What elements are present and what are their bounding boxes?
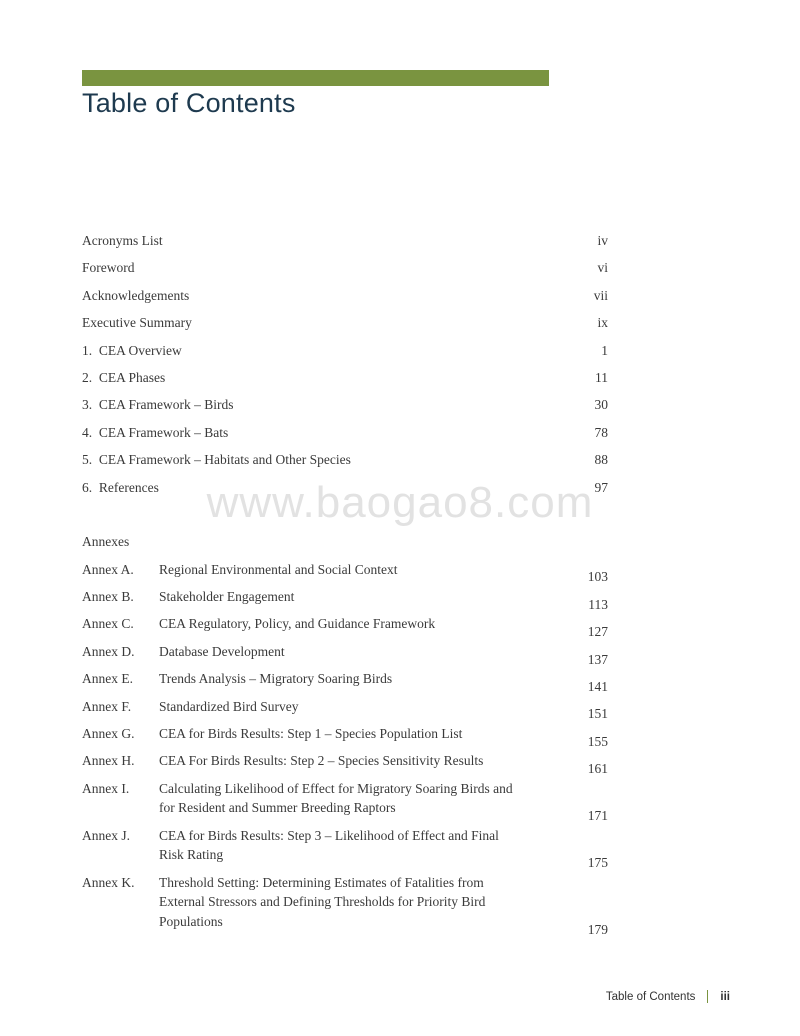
- annex-code: Annex K.: [82, 874, 135, 890]
- toc-entry-page: 30: [594, 397, 608, 413]
- page-title: Table of Contents: [82, 88, 296, 118]
- annex-code: Annex F.: [82, 698, 132, 714]
- annex-title: Regional Environmental and Social Context: [159, 561, 398, 577]
- toc-entry-label: 1. CEA Overview: [82, 342, 182, 358]
- annex-title: CEA Regulatory, Policy, and Guidance Framework: [159, 616, 436, 632]
- toc-entry-label: 6. References: [82, 479, 159, 495]
- toc-entry-page: iv: [597, 233, 608, 248]
- toc-entry-label: 3. CEA Framework – Birds: [82, 397, 234, 413]
- annex-title: CEA for Birds Results: Step 3 – Likelihood of Effect and Final Risk Rating: [159, 827, 499, 863]
- toc-entry[interactable]: [82, 395, 608, 422]
- toc-entry-page: 88: [594, 452, 608, 468]
- annex-code: Annex B.: [82, 589, 134, 605]
- table-of-contents: [82, 231, 608, 939]
- toc-entry[interactable]: [82, 341, 608, 368]
- annex-title: Database Development: [159, 643, 285, 659]
- toc-entry[interactable]: [82, 368, 608, 395]
- annexes-heading: Annexes: [82, 534, 130, 550]
- annex-entry[interactable]: [82, 587, 608, 614]
- page-footer: [606, 990, 730, 1003]
- annex-title: CEA for Birds Results: Step 1 – Species Population List: [159, 726, 463, 742]
- annex-entry[interactable]: [82, 724, 608, 751]
- annex-entry[interactable]: [82, 873, 608, 940]
- footer-section-title: Table of Contents: [605, 990, 696, 1003]
- watermark: www.baogao8.com: [206, 478, 594, 527]
- annex-code: Annex J.: [82, 827, 130, 843]
- toc-entry-label: Executive Summary: [82, 315, 192, 331]
- annex-code: Annex E.: [82, 671, 133, 687]
- annex-title: CEA For Birds Results: Step 2 – Species Sensitivity Results: [159, 753, 484, 769]
- annex-page: 155: [587, 733, 608, 749]
- toc-entry-page: 11: [595, 369, 608, 385]
- annex-page: 179: [587, 921, 608, 937]
- annex-entry[interactable]: [82, 697, 608, 724]
- annex-title: Standardized Bird Survey: [159, 698, 299, 714]
- toc-entry[interactable]: [82, 313, 608, 340]
- annex-title: Threshold Setting: Determining Estimates of Fatalities from External Stressors and Defining Thresholds for Priority Bird Populations: [159, 874, 486, 929]
- toc-entry-label: Foreword: [82, 260, 135, 276]
- annex-entry[interactable]: [82, 614, 608, 641]
- toc-entry-label: 2. CEA Phases: [82, 369, 166, 385]
- annex-page: 175: [587, 855, 608, 871]
- toc-entry-page: vi: [597, 260, 608, 276]
- toc-entry[interactable]: [82, 478, 608, 505]
- annex-title: Trends Analysis – Migratory Soaring Birds: [159, 671, 393, 687]
- annex-page: 161: [587, 761, 608, 777]
- annex-entry[interactable]: [82, 669, 608, 696]
- annex-entry[interactable]: [82, 642, 608, 669]
- annex-page: 127: [587, 624, 608, 640]
- annex-page: 103: [587, 569, 608, 585]
- annex-title: Calculating Likelihood of Effect for Migratory Soaring Birds and for Resident and Summer Breeding Raptors: [159, 780, 513, 816]
- header-accent-bar: [82, 70, 549, 86]
- toc-entry-page: ix: [597, 315, 608, 331]
- annex-title: Stakeholder Engagement: [159, 589, 295, 605]
- annex-page: 151: [587, 706, 608, 722]
- annex-code: Annex H.: [82, 753, 135, 769]
- toc-entry-page: 1: [601, 342, 608, 358]
- footer-divider: [707, 990, 708, 1003]
- toc-entry-label: 5. CEA Framework – Habitats and Other Species: [82, 452, 351, 468]
- toc-entry-label: Acknowledgements: [82, 287, 190, 303]
- annex-code: Annex G.: [82, 726, 135, 742]
- toc-entry-page: vii: [593, 287, 608, 303]
- toc-entry-label: 4. CEA Framework – Bats: [82, 424, 229, 440]
- annex-code: Annex I.: [82, 780, 130, 796]
- toc-entry-page: 78: [594, 424, 608, 440]
- footer-page-number: iii: [720, 990, 730, 1003]
- annex-entry[interactable]: [82, 751, 608, 778]
- toc-entry-page: 97: [594, 479, 608, 495]
- annex-code: Annex C.: [82, 616, 134, 632]
- annex-code: Annex D.: [82, 643, 135, 659]
- annex-page: 137: [587, 651, 608, 667]
- toc-entry[interactable]: [82, 450, 608, 477]
- annex-page: 141: [587, 679, 608, 695]
- toc-entry[interactable]: [82, 231, 608, 258]
- annex-entry[interactable]: [82, 826, 608, 873]
- annex-page: 113: [588, 596, 608, 612]
- annex-page: 171: [587, 808, 608, 824]
- annex-code: Annex A.: [82, 561, 134, 577]
- toc-entry[interactable]: [82, 286, 608, 313]
- toc-entry-label: Acronyms List: [82, 233, 163, 248]
- annex-entry[interactable]: [82, 560, 608, 587]
- toc-entry[interactable]: [82, 423, 608, 450]
- annex-entry[interactable]: [82, 779, 608, 826]
- toc-entry[interactable]: [82, 258, 608, 285]
